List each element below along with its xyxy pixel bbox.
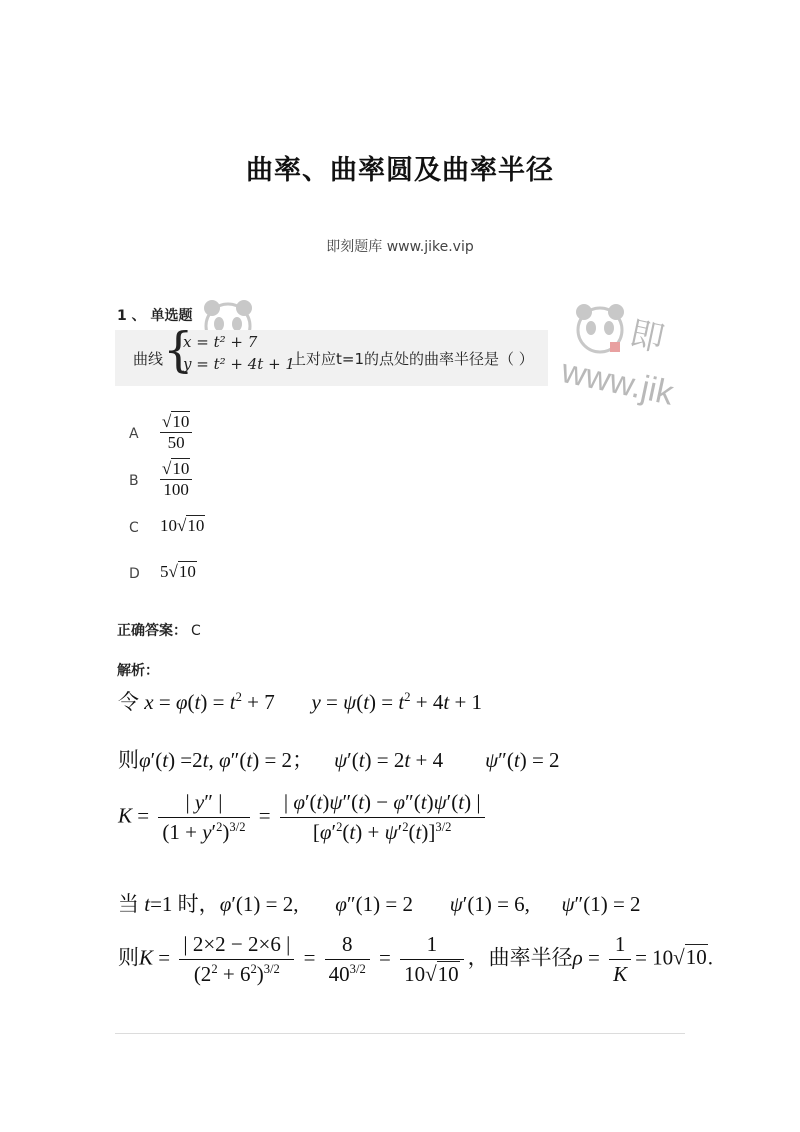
watermark-text: 即 [626, 314, 668, 360]
watermark-panda-icon [570, 298, 630, 363]
answer-value: C [191, 623, 201, 639]
answer-label: 正确答案： [117, 623, 187, 639]
option-a-letter[interactable]: A [129, 426, 139, 442]
analysis-label: 解析： [117, 663, 159, 679]
question-number: 1 、 单选题 [117, 308, 193, 324]
option-a-value[interactable]: $\frac{√10}{50}$ [160, 412, 192, 453]
watermark-url: www.jik [558, 352, 677, 413]
system-brace: { [163, 322, 194, 378]
question-stem [115, 322, 548, 386]
page-subtitle: 即刻题库 www.jike.vip [326, 239, 474, 255]
option-c-letter[interactable]: C [129, 520, 139, 536]
option-d-letter[interactable]: D [129, 566, 140, 582]
option-d-value[interactable]: 5√10 [160, 562, 196, 581]
analysis-eq-5: 则K = $\frac{| 2\times 2 - 2\times 6 |}{(2^2 + 6^2)^{3/2}}$ = $\frac{8}{40^{3/2}}$ = $\frac{1}{10√10}$ ，曲率半径ρ = $\frac{1}{K}$ = 10√10. [118, 932, 713, 986]
correct-answer [117, 620, 201, 640]
analysis-eq-3: K = $\frac{| y'' |}{(1 + y'^2)^{3/2}}$ = $\frac{| \varphi'(t)\psi''(t) - \varphi''(t)\psi'(t) |}{[\varphi'^2(t) + \psi'^2(t)]^{3/2}}$ [118, 790, 489, 845]
question-prefix: 曲线 [133, 350, 164, 368]
system-line-1: x = t² + 7 [183, 333, 258, 351]
option-c-value[interactable]: 10√10 [160, 516, 205, 535]
question-suffix: 上对应t=1的点处的曲率半径是（ ） [291, 350, 534, 368]
page-divider [115, 1033, 685, 1034]
system-line-2: y = t² + 4t + 1 [183, 355, 295, 373]
page-title: 曲率、曲率圆及曲率半径 [246, 155, 554, 186]
option-b-value[interactable]: $\frac{√10}{100}$ [160, 459, 192, 500]
analysis-eq-2: 则φ′(t) =2t, φ″(t) = 2； ψ′(t) = 2t + 4 ψ″(t) = 2 [118, 748, 560, 772]
analysis-eq-1: 令 $x = \varphi(t) = t^2 + 7$ $y = \psi(t) = t^2 + 4t + 1$ [118, 690, 483, 714]
option-b-letter[interactable]: B [129, 473, 139, 489]
analysis-eq-4: 当 t=1 时，φ′(1) = 2, φ″(1) = 2 ψ′(1) = 6, ψ″(1) = 2 [118, 892, 641, 916]
